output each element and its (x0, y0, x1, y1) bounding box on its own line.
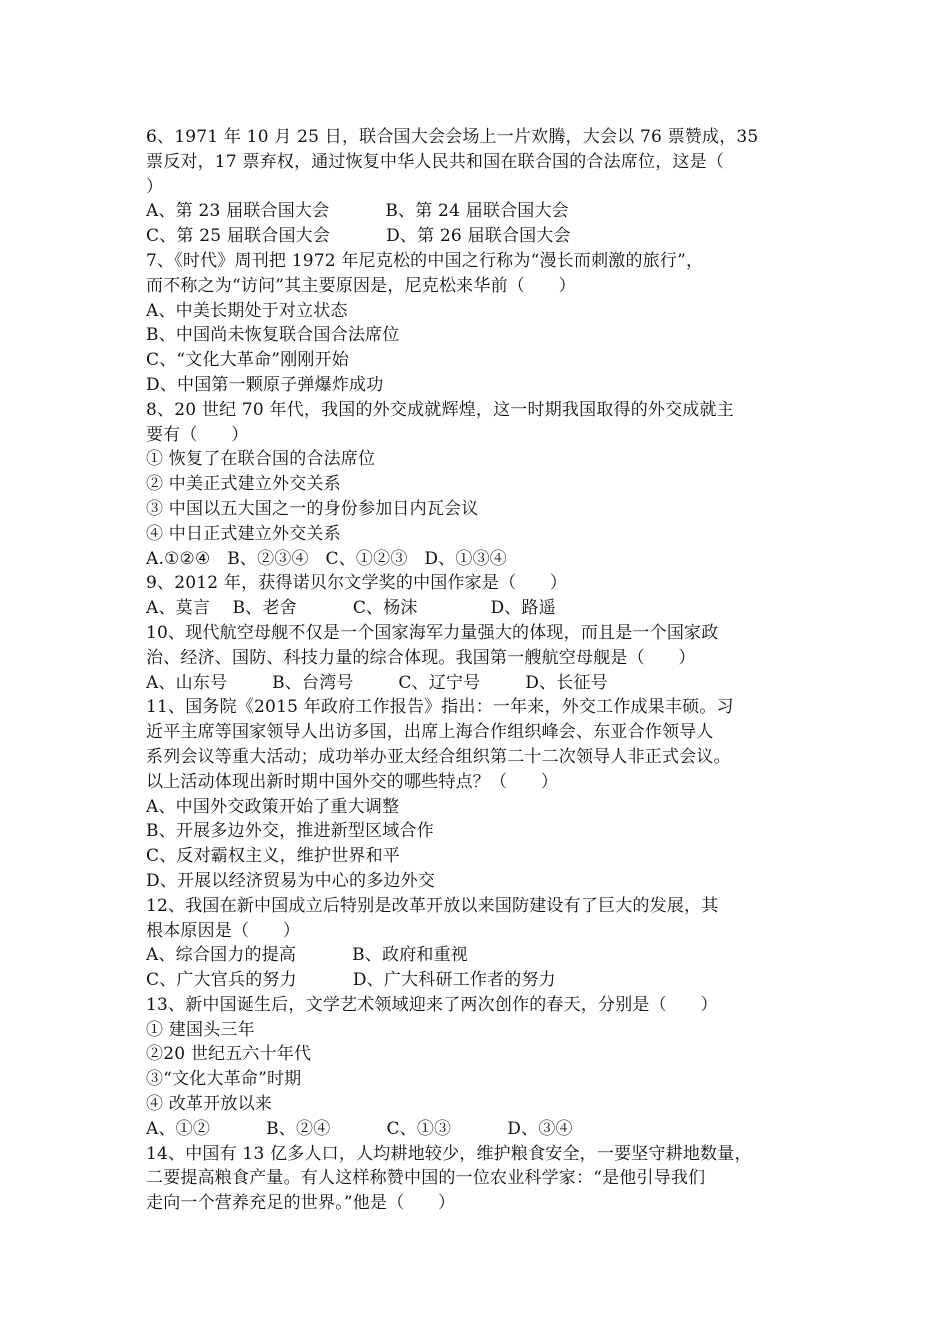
text-line: 走向一个营养充足的世界。”他是（ ） (146, 1193, 456, 1214)
text-line: 二要提高粮食产量。有人这样称赞中国的一位农业科学家：“是他引导我们 (146, 1168, 706, 1189)
text-line: 8、20 世纪 70 年代，我国的外交成就辉煌，这一时期我国取得的外交成就主 (146, 399, 734, 420)
text-line: 要有（ ） (146, 424, 249, 445)
text-line: ） (146, 176, 164, 197)
text-line: A、①② B、②④ C、①③ D、③④ (146, 1118, 573, 1139)
text-line: 7、《时代》周刊把 1972 年尼克松的中国之行称为“漫长而刺激的旅行”， (146, 250, 704, 271)
text-line: ④ 中日正式建立外交关系 (146, 523, 341, 544)
text-line: 11、国务院《2015 年政府工作报告》指出：一年来，外交工作成果丰硕。习 (146, 697, 734, 718)
text-line: 9、2012 年，获得诺贝尔文学奖的中国作家是（ ） (146, 573, 568, 594)
text-line: C、“文化大革命”刚刚开始 (146, 350, 349, 371)
text-line: 近平主席等国家领导人出访多国，出席上海合作组织峰会、东亚合作领导人 (146, 722, 714, 743)
text-line: 票反对，17 票弃权，通过恢复中华人民共和国在联合国的合法席位，这是（ (146, 151, 725, 172)
text-line: 而不称之为“访问”其主要原因是，尼克松来华前（ ） (146, 275, 576, 296)
text-line: A、中美长期处于对立状态 (146, 300, 348, 321)
text-line: A、中国外交政策开始了重大调整 (146, 796, 400, 817)
text-line: 12、我国在新中国成立后特别是改革开放以来国防建设有了巨大的发展，其 (146, 895, 719, 916)
text-line: A、综合国力的提高 B、政府和重视 (146, 945, 469, 966)
text-line: B、开展多边外交，推进新型区域合作 (146, 821, 434, 842)
text-line: ④ 改革开放以来 (146, 1094, 273, 1115)
text-line: A、山东号 B、台湾号 C、辽宁号 D、长征号 (146, 672, 608, 693)
text-line: D、开展以经济贸易为中心的多边外交 (146, 870, 436, 891)
text-line: 治、经济、国防、科技力量的综合体现。我国第一艘航空母舰是（ ） (146, 647, 696, 668)
text-line: 10、现代航空母舰不仅是一个国家海军力量强大的体现，而且是一个国家政 (146, 622, 719, 643)
text-line: C、第 25 届联合国大会 D、第 26 届联合国大会 (146, 226, 571, 247)
text-line: D、中国第一颗原子弹爆炸成功 (146, 374, 384, 395)
document-page (146, 125, 836, 1216)
text-line: ②20 世纪五六十年代 (146, 1044, 312, 1065)
text-line: B、中国尚未恢复联合国合法席位 (146, 325, 400, 346)
text-line: 系列会议等重大活动；成功举办亚太经合组织第二十二次领导人非正式会议。 (146, 746, 731, 767)
text-line: A、第 23 届联合国大会 B、第 24 届联合国大会 (146, 201, 569, 222)
text-line: 以上活动体现出新时期中国外交的哪些特点？（ ） (146, 771, 559, 792)
text-line: 根本原因是（ ） (146, 920, 301, 941)
text-line: ① 建国头三年 (146, 1019, 255, 1040)
text-line: ② 中美正式建立外交关系 (146, 474, 341, 495)
text-line: ③“文化大革命”时期 (146, 1069, 302, 1090)
text-line: A.①②④ B、②③④ C、①②③ D、①③④ (146, 548, 507, 569)
text-line: 6、1971 年 10 月 25 日，联合国大会会场上一片欢腾，大会以 76 票赞成，35 (146, 127, 759, 147)
text-line: A、莫言 B、老舍 C、杨沫 D、路遥 (146, 598, 556, 619)
text-line: C、广大官兵的努力 D、广大科研工作者的努力 (146, 970, 556, 991)
text-line: 13、新中国诞生后，文学艺术领域迎来了两次创作的春天，分别是（ ） (146, 994, 718, 1015)
text-line: C、反对霸权主义，维护世界和平 (146, 846, 401, 867)
text-line: 14、中国有 13 亿多人口，人均耕地较少，维护粮食安全，一要坚守耕地数量， (146, 1143, 752, 1164)
text-line: ③ 中国以五大国之一的身份参加日内瓦会议 (146, 498, 479, 519)
text-line: ① 恢复了在联合国的合法席位 (146, 449, 376, 470)
